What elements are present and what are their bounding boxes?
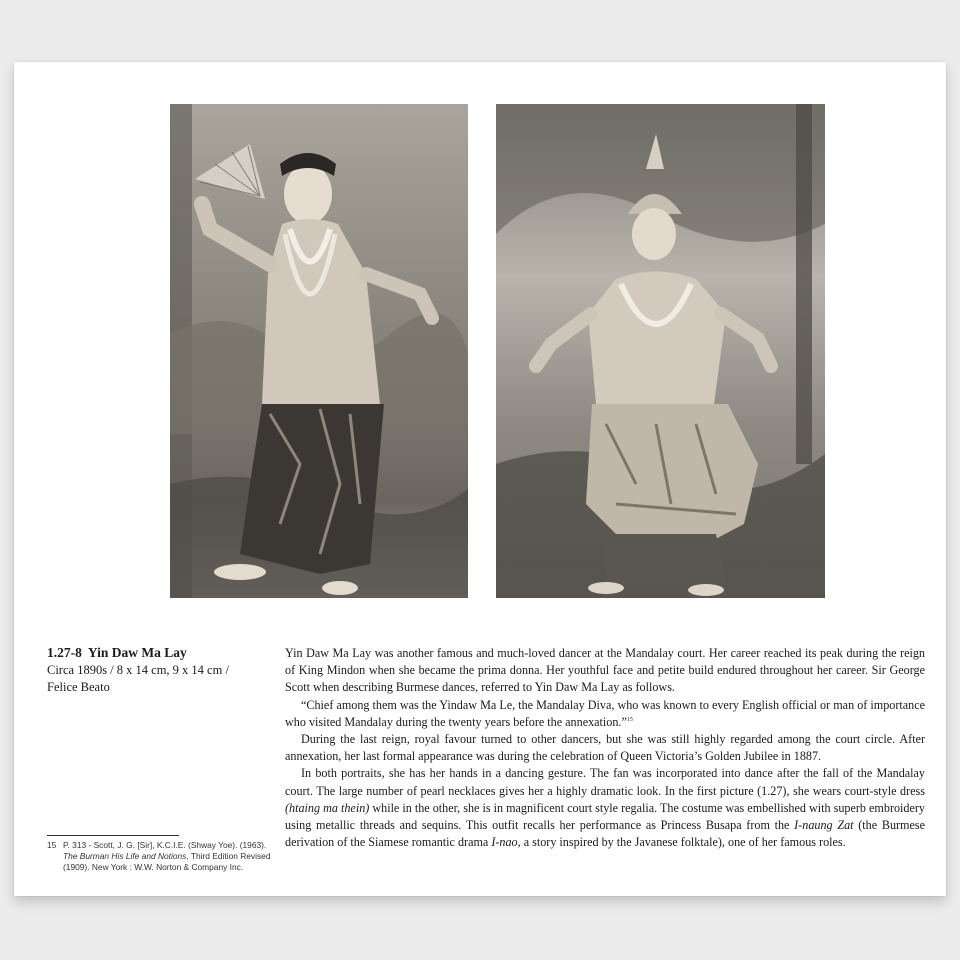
figure-reference: (1.27) [757, 783, 787, 798]
footnote-text-b: , Third Edition Revised (1909). New York : W.W. Norton & Company Inc. [63, 851, 271, 873]
portraits-text-e: , a story inspired by the Javanese folktale), one of her famous roles. [517, 835, 846, 850]
photo-dancer-in-regalia [496, 104, 825, 598]
footnote [47, 840, 272, 874]
portraits-text-c: while in the other, she is in magnificent court style regalia. The costume was embellished with superb embroidery using metallic threads and sequins. This outfit recalls her performance as Princess Busapa from the [285, 800, 925, 833]
paragraph-intro: Yin Daw Ma Lay was another famous and much-loved dancer at the Mandalay court. Her career reached its peak during the reign of King Mindon when she became the prima donna. Her youthful face and petite build endured throughout her career. Sir George Scott when describing Burmese dances, referred to Yin Daw Ma Lay as follows. [285, 646, 925, 695]
caption-details: Circa 1890s / 8 x 14 cm, 9 x 14 cm / [47, 663, 229, 677]
footnote-number: 15 [47, 840, 57, 850]
body-text [285, 645, 925, 851]
caption-number: 1.27-8 [47, 645, 82, 660]
quote-text: “Chief among them was the Yindaw Ma Le, the Mandalay Diva, who was known to every English official or man of importance who visited Mandalay during the twenty years before the annexation.” [285, 697, 925, 729]
paragraph-portraits [285, 765, 925, 851]
paragraph-royal-favour: During the last reign, royal favour turned to other dancers, but she was still highly regarded among the court circle. After annexation, her last formal appearance was during the celebration of Queen Victoria’s Golden Jubilee in 1887. [285, 732, 925, 764]
book-page [14, 62, 946, 896]
drama-title: I-nao [491, 835, 518, 850]
footnote-text-a: P. 313 - Scott, J. G. [Sir], K.C.I.E. (Shway Yoe). (1963). [63, 840, 267, 850]
portraits-text-d: (the Burmese derivation of the Siamese romantic drama [285, 818, 925, 850]
footnote-body [63, 840, 272, 874]
photo-dancer-in-regalia-image [496, 104, 825, 598]
portraits-text-a: In both portraits, she has her hands in a dancing gesture. The fan was incorporated into dance after the fall of the Mandalay court. The large number of pearl necklaces gives her a highly dramatic look. In the first picture [285, 766, 925, 798]
caption-photographer: Felice Beato [47, 680, 110, 694]
paragraph-quote [285, 697, 925, 731]
play-title: I-naung Zat [794, 818, 854, 833]
photo-dancer-with-fan-image [170, 104, 468, 598]
portraits-text-b: , she wears court-style dress [786, 783, 925, 798]
photo-dancer-with-fan [170, 104, 468, 598]
footnote-reference: 15 [626, 716, 633, 723]
footnote-rule [47, 835, 179, 836]
caption-title-text: Yin Daw Ma Lay [87, 645, 187, 660]
footnote-book-title: The Burman His Life and Notions [63, 851, 187, 862]
term-htaing-ma-thein: (htaing ma thein) [285, 800, 370, 815]
caption-title [47, 644, 257, 662]
photo-caption [47, 644, 257, 696]
